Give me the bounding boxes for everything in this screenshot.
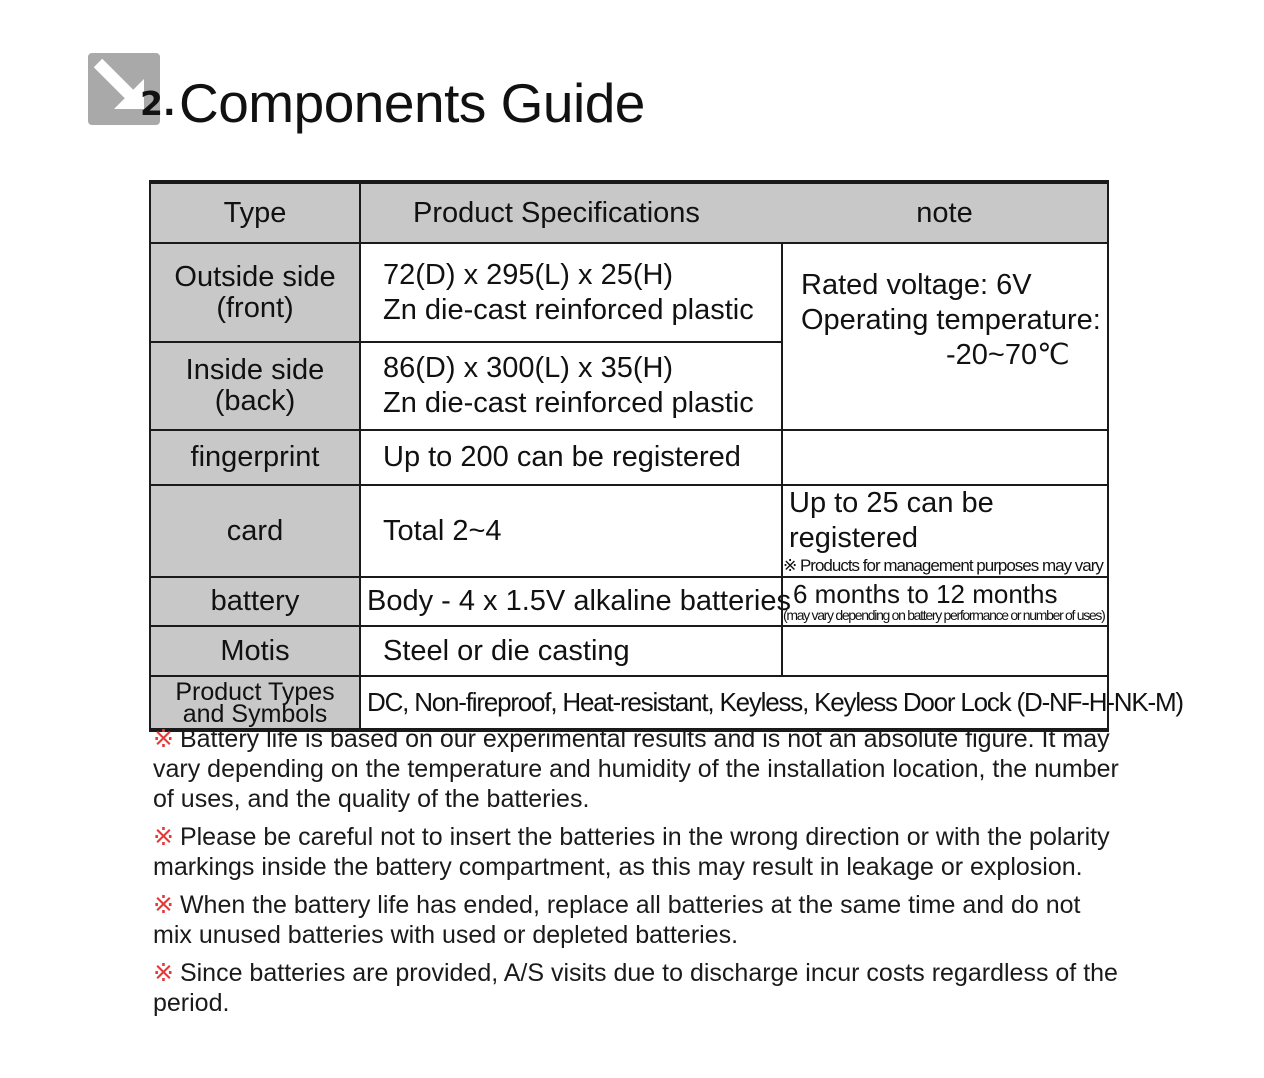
note-sub: ※ Products for management purposes may vary (783, 556, 1103, 575)
components-table (149, 180, 1183, 732)
table-row (150, 577, 1108, 626)
header-type: Type (150, 182, 360, 243)
note-main: 6 months to 12 months (793, 578, 1058, 609)
reference-mark-icon: ※ (153, 891, 174, 919)
reference-mark-icon: ※ (153, 959, 174, 987)
type-line: and Symbols (182, 699, 328, 728)
table-row (150, 485, 1108, 577)
spec-line: 86(D) x 300(L) x 35(H) (383, 352, 674, 384)
note-cell-fingerprint (782, 430, 1108, 485)
type-line: Outside side (174, 260, 336, 293)
header-note: note (782, 182, 1108, 243)
table-row (150, 243, 1108, 342)
product-types-value: DC, Non-fireproof, Heat-resistant, Keyless, Keyless Door Lock (D-NF-H-NK-M) (360, 676, 1108, 730)
page-title: Components Guide (179, 72, 645, 134)
type-cell-product-types (150, 676, 360, 730)
spec-line: Zn die-cast reinforced plastic (383, 387, 754, 419)
spec-cell-motis: Steel or die casting (360, 626, 782, 676)
note-cell-shared (782, 243, 1108, 430)
spec-cell-battery: Body - 4 x 1.5V alkaline batteries (360, 577, 782, 626)
table-header-row (150, 182, 1108, 243)
type-cell-outside (150, 243, 360, 342)
type-cell-inside (150, 342, 360, 430)
note-item (153, 958, 1123, 1018)
note-text: Since batteries are provided, A/S visits due to discharge incur costs regardless of the period. (153, 959, 1118, 1017)
spec-cell-inside (360, 342, 782, 430)
note-item (153, 724, 1123, 814)
note-text: Battery life is based on our experimental results and is not an absolute figure. It may vary depending on the temperature and humidity of the installation location, the number of uses, and the quality of the batteries. (153, 725, 1119, 813)
spec-line: 72(D) x 295(L) x 25(H) (383, 258, 674, 291)
note-cell-card (782, 485, 1108, 577)
type-cell-fingerprint: fingerprint (150, 430, 360, 485)
note-line: -20~70℃ (946, 339, 1070, 371)
section-number: 2. (140, 84, 176, 123)
spec-line: Zn die-cast reinforced plastic (383, 293, 754, 326)
note-item (153, 822, 1123, 882)
reference-mark-icon: ※ (153, 725, 174, 753)
table-row (150, 676, 1108, 730)
table-row (150, 430, 1108, 485)
note-sub: (may vary depending on battery performance or number of uses) (783, 606, 1105, 623)
type-line: Inside side (185, 354, 325, 386)
type-line: (front) (216, 291, 294, 324)
spec-cell-card: Total 2~4 (360, 485, 782, 577)
note-cell-motis (782, 626, 1108, 676)
notes-section (153, 724, 1123, 1026)
note-text: Please be careful not to insert the batteries in the wrong direction or with the polarity markings inside the battery compartment, as this may result in leakage or explosion. (153, 823, 1110, 881)
type-cell-battery: battery (150, 577, 360, 626)
reference-mark-icon: ※ (153, 823, 174, 851)
note-text: When the battery life has ended, replace all batteries at the same time and do not mix unused batteries with used or depleted batteries. (153, 891, 1081, 949)
type-line: (back) (214, 385, 296, 417)
note-line: Rated voltage: 6V (801, 269, 1032, 301)
header-spec: Product Specifications (360, 182, 782, 243)
note-item (153, 890, 1123, 950)
type-cell-card: card (150, 485, 360, 577)
note-line: Operating temperature: (801, 304, 1101, 336)
spec-cell-fingerprint: Up to 200 can be registered (360, 430, 782, 485)
spec-cell-outside (360, 243, 782, 342)
table-row (150, 626, 1108, 676)
type-cell-motis: Motis (150, 626, 360, 676)
note-cell-battery (782, 577, 1108, 626)
type-line: Product Types (175, 677, 335, 706)
note-main: Up to 25 can be registered (789, 487, 994, 554)
